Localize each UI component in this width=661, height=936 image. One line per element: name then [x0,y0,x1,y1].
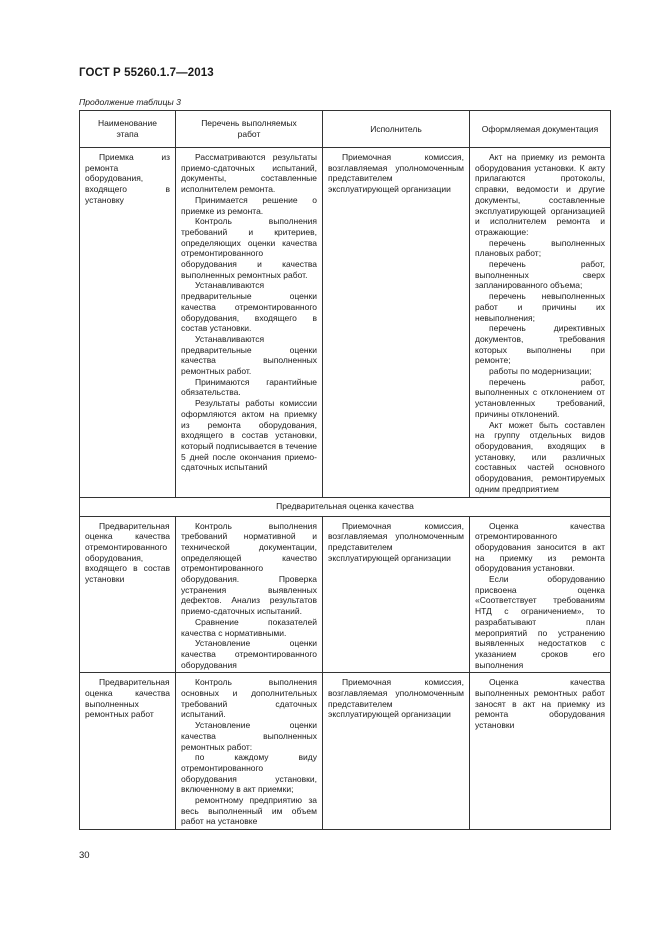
cell-stage [80,673,176,830]
cell-docs [470,148,611,498]
table-row [80,148,611,498]
table-row [80,673,611,830]
document-header: ГОСТ Р 55260.1.7—2013 [79,67,214,79]
works-paragraph: Принимаются гарантийные обязательства. [181,376,317,398]
section-title: Предварительная оценка качества [80,497,611,516]
works-paragraph: Рассматриваются результаты приемо-сдаточных испытаний, документы, составленные исполнителем ремонта. [181,152,317,195]
table-caption: Продолжение таблицы 3 [79,97,181,107]
column-header-stage: Наименование этапа [80,111,176,148]
docs-paragraph: Акт на приемку из ремонта оборудования установки. К акту прилагаются протоколы, справки, ведомости и другие документы, составленные эксплуатирующей организацией и исполнителем ремонта и отражающие: [475,152,605,237]
stage-paragraph: Предварительная оценка качества выполненных ремонтных работ [85,677,170,720]
docs-paragraph: Если оборудованию присвоена оценка «Соответствует требованиям НТД с ограничением», то разрабатывают план мероприятий по устранению выявленных недостатков с указанием сроков его выполнения [475,574,605,670]
works-paragraph: ремонтному предприятию за весь выполненный им объем работ на установке [181,795,317,827]
cell-works [176,673,323,830]
docs-paragraph: Акт может быть составлен на группу отдельных видов оборудования, входящих в установку, или различных составных частей основного оборудования, ремонтируемых одним предприятием [475,419,605,494]
executor-paragraph: Приемочная комиссия, возглавляемая уполномоченным представителем эксплуатирующей организации [328,677,464,720]
section-header [80,497,611,516]
works-paragraph: Контроль выполнения требований и критериев, определяющих оценки качества отремонтированного оборудования и качества выполненных ремонтных работ. [181,216,317,280]
cell-docs [470,673,611,830]
cell-stage [80,516,176,673]
works-paragraph: по каждому виду отремонтированного оборудования установки, включенному в акт приемки; [181,752,317,795]
cell-works [176,516,323,673]
works-paragraph: Установление оценки качества отремонтированного оборудования [181,638,317,670]
docs-paragraph: перечень выполненных плановых работ; [475,237,605,259]
docs-paragraph: работы по модернизации; [489,366,592,377]
works-paragraph: Устанавливаются предварительные оценки качества выполненных ремонтных работ. [181,333,317,377]
column-header-docs: Оформляемая документация [470,111,611,148]
table-row [80,516,611,673]
works-paragraph: Контроль выполнения требований нормативной и технической документации, определяющей качество отремонтированного оборудования. Проверка устранения выявленных дефектов. Анализ результатов приемо-сдаточных испытаний. [181,520,317,617]
cell-docs [470,516,611,673]
page-number: 30 [79,850,90,861]
docs-paragraph: перечень директивных документов, требования которых выполнены при ремонте; [475,323,605,366]
cell-stage [80,148,176,498]
executor-paragraph: Приемочная комиссия, возглавляемая уполномоченным представителем эксплуатирующей организации [328,152,464,195]
cell-works [176,148,323,498]
works-paragraph: Принимается решение о приемке из ремонта. [181,194,317,216]
work-table [79,110,611,830]
cell-executor [323,673,470,830]
works-paragraph: Результаты работы комиссии оформляются актом на приемку из ремонта оборудования, входящего в состав установки, который подписывается в течение 5 дней после окончания приемо-сдаточных испытаний [181,398,317,473]
cell-executor [323,148,470,498]
works-paragraph: Контроль выполнения основных и дополнительных требований сдаточных испытаний. [181,677,317,720]
docs-paragraph: Оценка качества отремонтированного оборудования заносится в акт на приемку из ремонта оборудования установки. [475,520,605,574]
cell-executor [323,516,470,673]
table-body-bottom [80,516,611,830]
docs-paragraph: перечень работ, выполненных сверх запланированного объема; [475,259,605,291]
column-header-works: Перечень выполняемых работ [176,111,323,148]
docs-paragraph: перечень работ, выполненных с отклонением от установленных требований, причины отклонений. [475,376,605,419]
stage-paragraph: Предварительная оценка качества отремонтированного оборудования, входящего в состав установки [85,520,170,585]
docs-paragraph: Оценка качества выполненных ремонтных работ заносят в акт на приемку из ремонта оборудования установки [475,677,605,731]
works-paragraph: Устанавливаются предварительные оценки качества отремонтированного оборудования, входящего в состав установки. [181,280,317,334]
docs-paragraph: перечень невыполненных работ и причины их невыполнения; [475,291,605,323]
works-paragraph: Сравнение показателей качества с нормативными. [181,616,317,638]
column-header-executor: Исполнитель [323,111,470,148]
table-header-row [80,111,611,148]
stage-paragraph: Приемка из ремонта оборудования, входящего в установку [85,152,170,205]
table-body-top [80,148,611,498]
executor-paragraph: Приемочная комиссия, возглавляемая уполномоченным представителем эксплуатирующей организации [328,520,464,563]
works-paragraph: Установление оценки качества выполненных ремонтных работ: [181,720,317,752]
